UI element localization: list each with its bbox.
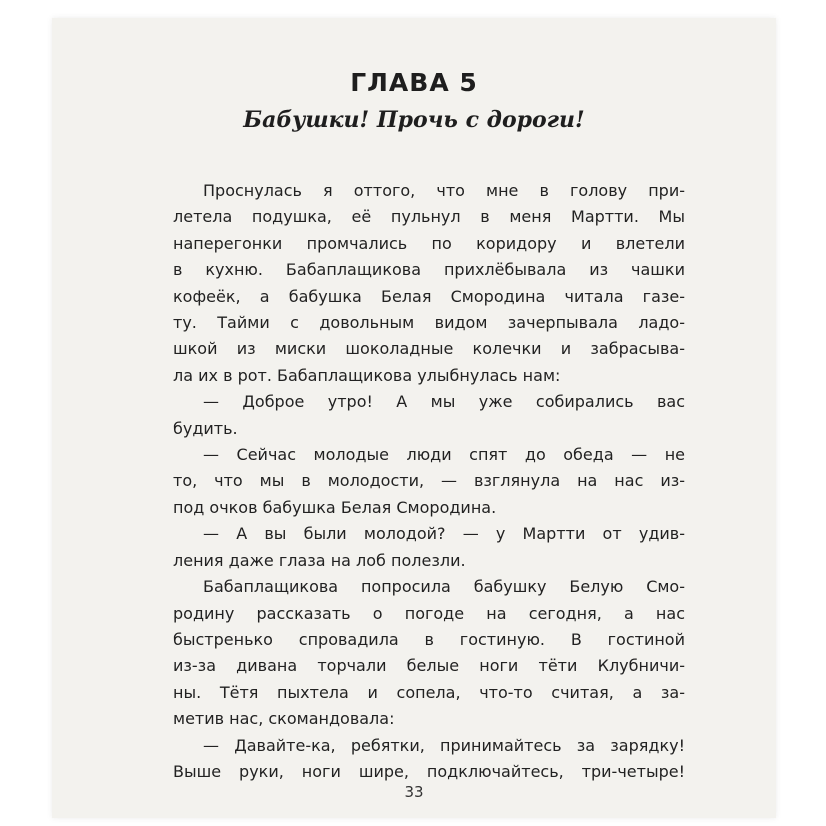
text-line: шкой из миски шоколадные колечки и забрасыва-	[173, 339, 685, 359]
text-line: Бабаплащикова попросила бабушку Белую Смо-	[203, 577, 685, 597]
text-line: быстренько спровадила в гостиную. В гостиной	[173, 629, 685, 649]
text-line: ны. Тётя пыхтела и сопела, что-то считая, а за-	[173, 682, 685, 702]
text-line: — Сейчас молодые люди спят до обеда — не	[203, 445, 685, 465]
book-page	[52, 18, 776, 818]
text-line: то, что мы в молодости, — взглянула на нас из-	[173, 471, 685, 491]
page-number: 33	[404, 783, 424, 801]
text-line: — Доброе утро! А мы уже собирались вас	[203, 392, 685, 412]
text-line: — Давайте-ка, ребятки, принимайтесь за зарядку!	[203, 735, 685, 755]
text-line: под очков бабушка Белая Смородина.	[173, 497, 497, 517]
text-line: — А вы были молодой? — у Мартти от удив-	[203, 524, 685, 544]
text-line: ления даже глаза на лоб полезли.	[173, 550, 466, 570]
text-line: Проснулась я оттого, что мне в голову при-	[203, 181, 685, 200]
body-text	[173, 178, 685, 785]
text-line: кофеёк, а бабушка Белая Смородина читала газе-	[173, 286, 685, 306]
text-line: наперегонки промчались по коридору и влетели	[173, 233, 685, 253]
chapter-subtitle: Бабушки! Прочь с дороги!	[243, 107, 585, 133]
text-line: Выше руки, ноги шире, подключайтесь, три-четыре!	[173, 761, 685, 781]
chapter-title: ГЛАВА 5	[350, 68, 478, 97]
text-line: родину рассказать о погоде на сегодня, а нас	[173, 603, 685, 623]
text-line: будить.	[173, 418, 238, 438]
text-line: из-за дивана торчали белые ноги тёти Клубничи-	[173, 656, 685, 676]
text-line: в кухню. Бабаплащикова прихлёбывала из чашки	[173, 260, 685, 280]
text-line: метив нас, скомандовала:	[173, 709, 395, 729]
text-line: ла их в рот. Бабаплащикова улыбнулась нам:	[173, 365, 561, 385]
text-line: ту. Тайми с довольным видом зачерпывала ладо-	[173, 313, 685, 333]
text-line: летела подушка, её пульнул в меня Мартти. Мы	[173, 207, 685, 227]
